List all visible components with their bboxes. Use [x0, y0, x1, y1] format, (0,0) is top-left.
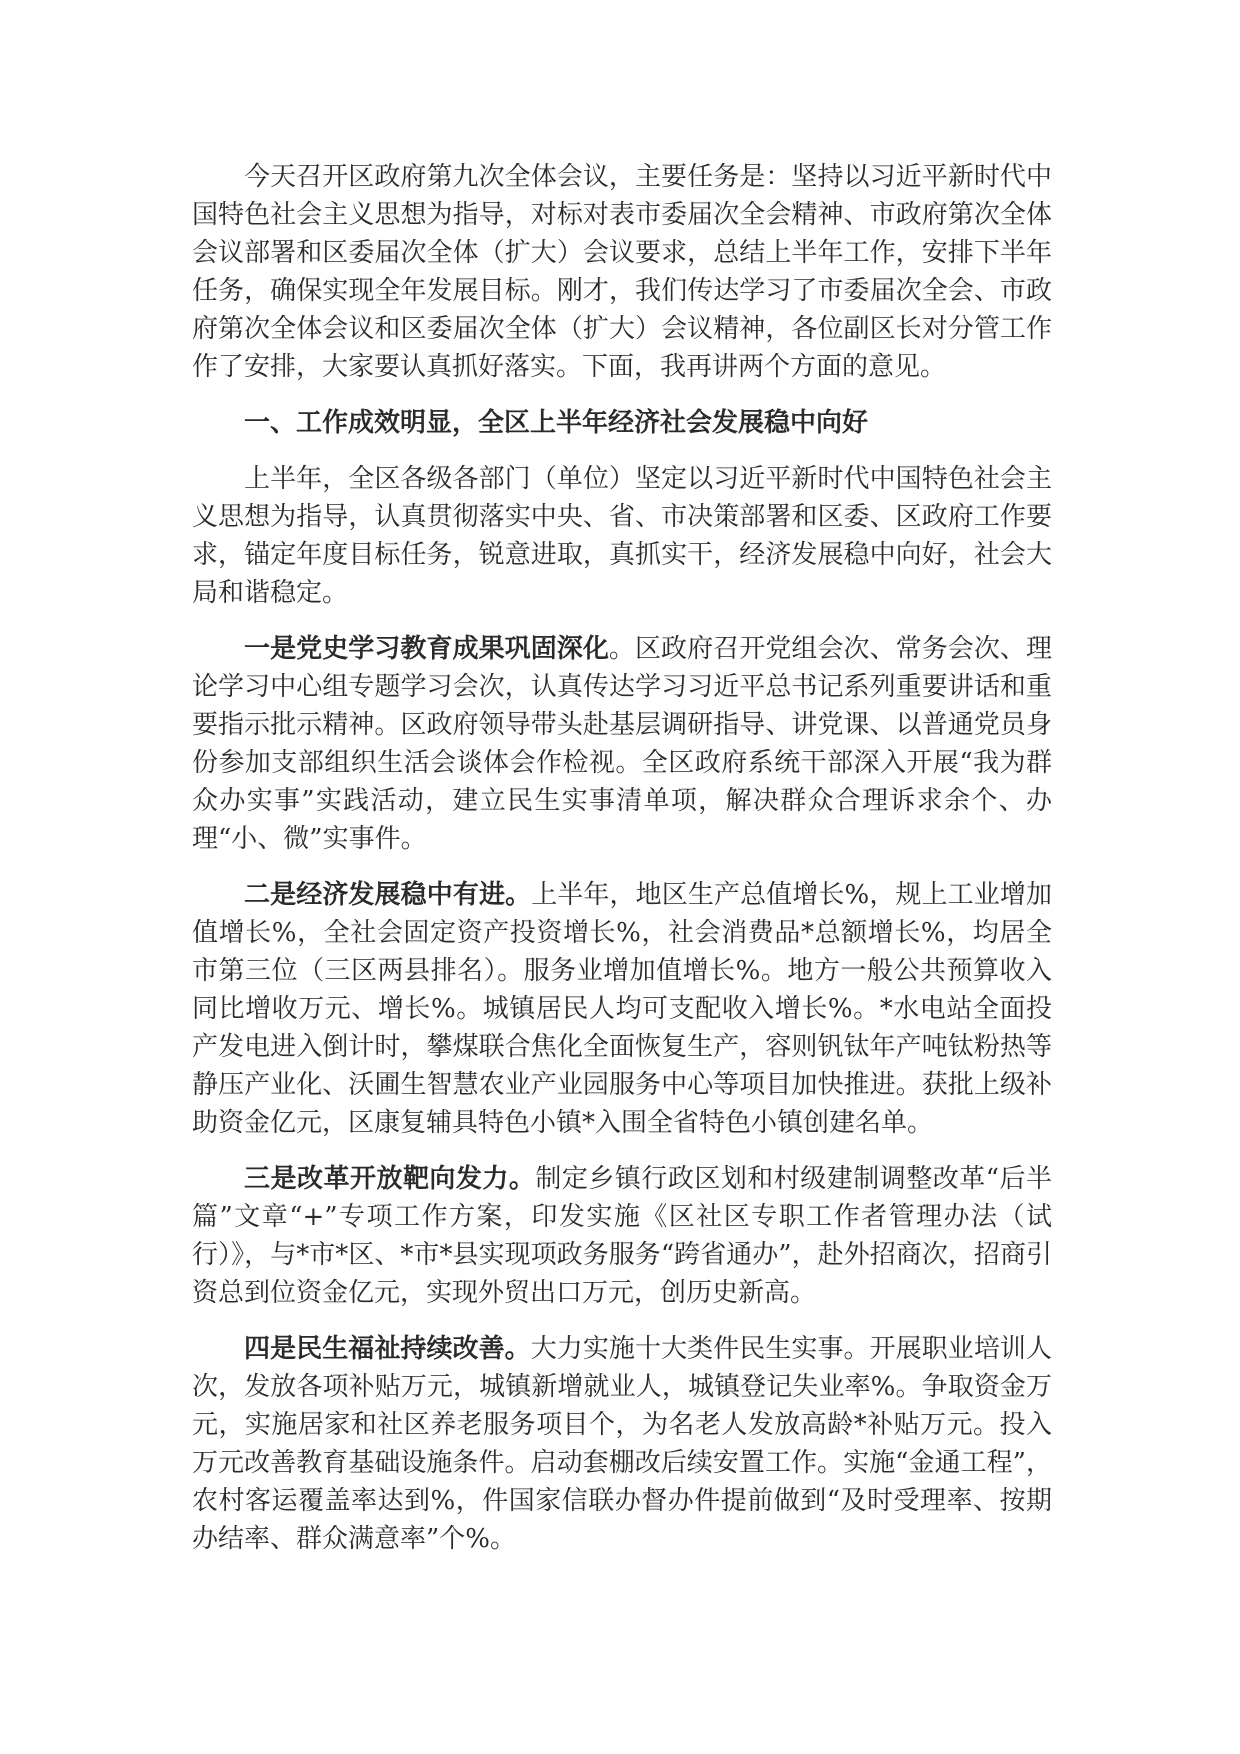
- section-intro-paragraph: 上半年，全区各级各部门（单位）坚定以习近平新时代中国特色社会主义思想为指导，认真贯彻落实中央、省、市决策部署和区委、区政府工作要求，锚定年度目标任务，锐意进取，真抓实干，经济发展稳中向好，社会大局和谐稳定。: [192, 464, 1052, 608]
- point-livelihood-paragraph: [192, 1330, 1052, 1558]
- point-party-history-paragraph: [192, 630, 1052, 858]
- point-reform-paragraph: [192, 1160, 1052, 1312]
- point-lead: 四是民生福祉持续改善。: [244, 1334, 531, 1364]
- point-lead: 三是改革开放靶向发力。: [244, 1164, 536, 1194]
- document-body: [192, 158, 1052, 1576]
- point-lead: 二是经济发展稳中有进。: [244, 880, 532, 910]
- point-body: 。区政府召开党组会次、常务会次、理论学习中心组专题学习会次，认真传达学习习近平总书记系列重要讲话和重要指示批示精神。区政府领导带头赴基层调研指导、讲党课、以普通党员身份参加支部组织生活会谈体会作检视。全区政府系统干部深入开展“我为群众办实事”实践活动，建立民生实事清单项，解决群众合理诉求余个、办理“小、微”实事件。: [192, 634, 1052, 854]
- point-body: 上半年，地区生产总值增长%，规上工业增加值增长%，全社会固定资产投资增长%，社会消费品*总额增长%，均居全市第三位（三区两县排名）。服务业增加值增长%。地方一般公共预算收入同比增收万元、增长%。城镇居民人均可支配收入增长%。*水电站全面投产发电进入倒计时，攀煤联合焦化全面恢复生产，容则钒钛年产吨钛粉热等静压产业化、沃圃生智慧农业产业园服务中心等项目加快推进。获批上级补助资金亿元，区康复辅具特色小镇*入围全省特色小镇创建名单。: [192, 880, 1052, 1138]
- point-lead: 一是党史学习教育成果巩固深化: [244, 634, 609, 664]
- point-economy-paragraph: [192, 876, 1052, 1142]
- intro-paragraph: 今天召开区政府第九次全体会议，主要任务是：坚持以习近平新时代中国特色社会主义思想为指导，对标对表市委届次全会精神、市政府第次全体会议部署和区委届次全体（扩大）会议要求，总结上半年工作，安排下半年任务，确保实现全年发展目标。刚才，我们传达学习了市委届次全会、市政府第次全体会议和区委届次全体（扩大）会议精神，各位副区长对分管工作作了安排，大家要认真抓好落实。下面，我再讲两个方面的意见。: [192, 162, 1052, 382]
- point-body: 制定乡镇行政区划和村级建制调整改革“后半篇”文章“+”专项工作方案，印发实施《区社区专职工作者管理办法（试行）》，与*市*区、*市*县实现项政务服务“跨省通办”，赴外招商次，招商引资总到位资金亿元，实现外贸出口万元，创历史新高。: [192, 1164, 1052, 1308]
- point-body: 大力实施十大类件民生实事。开展职业培训人次，发放各项补贴万元，城镇新增就业人，城镇登记失业率%。争取资金万元，实施居家和社区养老服务项目个，为名老人发放高龄*补贴万元。投入万元改善教育基础设施条件。启动套棚改后续安置工作。实施“金通工程”，农村客运覆盖率达到%，件国家信联办督办件提前做到“及时受理率、按期办结率、群众满意率”个%。: [192, 1334, 1052, 1554]
- section-heading: 一、工作成效明显，全区上半年经济社会发展稳中向好: [244, 408, 869, 438]
